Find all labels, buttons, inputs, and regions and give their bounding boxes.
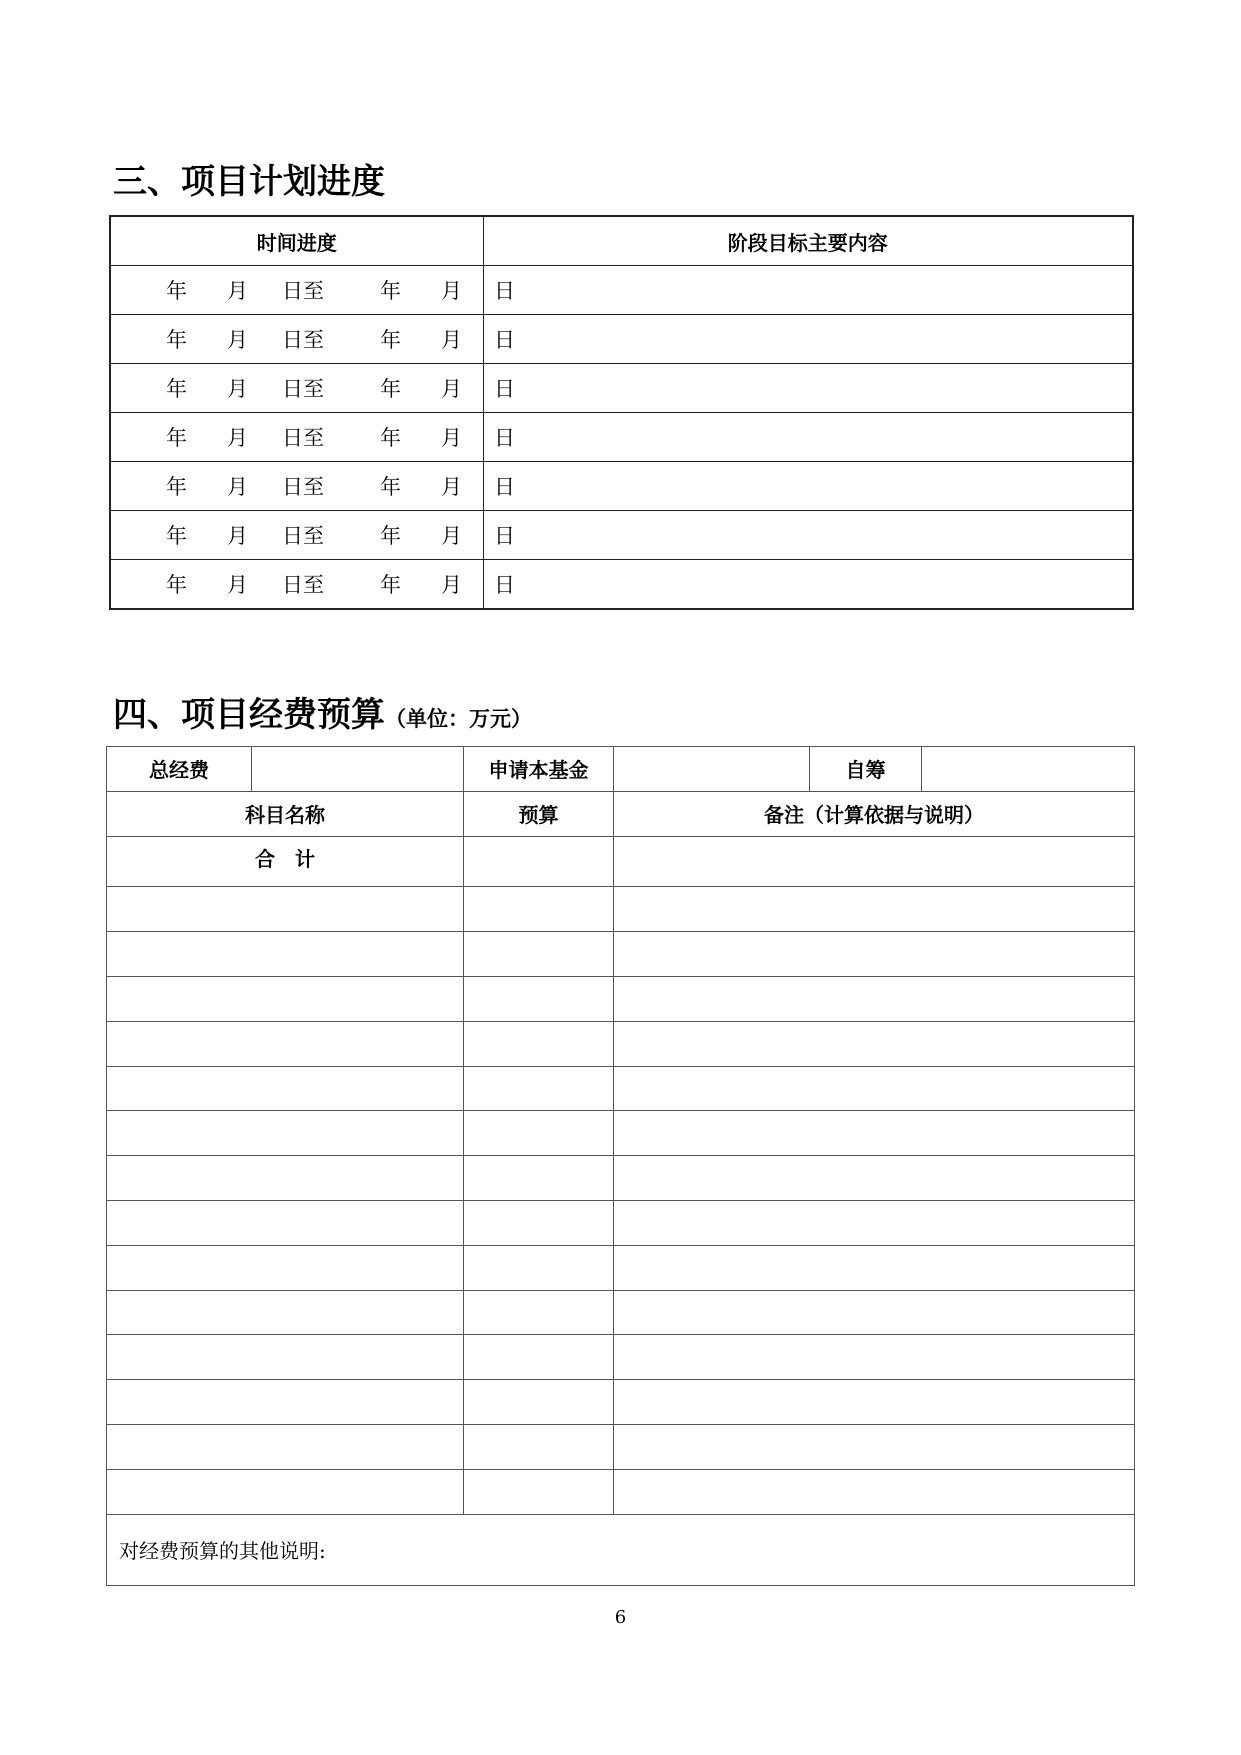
item-name-cell[interactable] [107,1245,464,1290]
item-note-cell[interactable] [614,932,1135,977]
date-token: 年 [380,279,401,303]
budget-item-row [107,976,1135,1021]
sum-label: 合 计 [107,836,464,887]
stage-content-cell[interactable] [483,560,1133,610]
other-note-label: 对经费预算的其他说明: [119,1539,326,1564]
total-funding-value[interactable] [252,747,464,792]
date-token: 月 [441,328,462,352]
section3-title-text: 三、项目计划进度 [113,162,385,202]
date-token: 年 [380,426,401,450]
schedule-row [110,413,1133,462]
budget-table [106,746,1135,1586]
date-token: 日至 [282,524,324,548]
self-raised-label: 自筹 [810,747,922,792]
item-note-cell[interactable] [614,1245,1135,1290]
date-token: 年 [166,279,187,303]
schedule-table [109,215,1134,610]
date-token: 年 [380,524,401,548]
item-budget-cell[interactable] [464,1156,614,1201]
item-name-cell[interactable] [107,1200,464,1245]
item-note-cell[interactable] [614,1335,1135,1380]
section3-title [113,162,385,202]
date-token: 年 [380,475,401,499]
schedule-row [110,560,1133,610]
item-name-cell[interactable] [107,1424,464,1469]
budget-header: 预算 [464,791,614,836]
date-token: 年 [166,377,187,401]
schedule-row [110,266,1133,315]
item-note-cell[interactable] [614,887,1135,932]
item-note-cell[interactable] [614,1066,1135,1111]
self-raised-value[interactable] [922,747,1135,792]
date-token: 月 [227,524,248,548]
date-token: 月 [441,426,462,450]
item-budget-cell[interactable] [464,1380,614,1425]
date-token: 年 [380,573,401,597]
sum-budget-cell[interactable] [464,836,614,887]
budget-item-row [107,1424,1135,1469]
item-note-cell[interactable] [614,1021,1135,1066]
date-token: 年 [166,573,187,597]
budget-item-row [107,1066,1135,1111]
item-note-cell[interactable] [614,1200,1135,1245]
date-token: 月 [227,279,248,303]
date-token: 日至 [282,426,324,450]
other-note-cell[interactable] [107,1514,1135,1585]
apply-fund-label: 申请本基金 [464,747,614,792]
date-token: 年 [166,524,187,548]
item-budget-cell[interactable] [464,1111,614,1156]
date-token: 月 [227,328,248,352]
item-budget-cell[interactable] [464,1066,614,1111]
item-name-cell[interactable] [107,1290,464,1335]
other-note-row [107,1514,1135,1585]
item-name-cell[interactable] [107,1021,464,1066]
section4-title-text: 四、项目经费预算 [113,695,385,735]
stage-content-cell[interactable] [483,364,1133,413]
date-token: 月 [441,475,462,499]
budget-item-row [107,1111,1135,1156]
budget-header-row [107,791,1135,836]
date-token: 日 [494,279,515,303]
date-token: 年 [166,426,187,450]
item-note-cell[interactable] [614,1469,1135,1514]
date-range-cell[interactable] [110,462,515,511]
date-token: 日 [494,328,515,352]
date-token: 月 [227,475,248,499]
date-token: 月 [441,524,462,548]
date-token: 月 [227,377,248,401]
item-budget-cell[interactable] [464,1469,614,1514]
budget-item-row [107,1156,1135,1201]
date-token: 年 [380,377,401,401]
item-note-cell[interactable] [614,976,1135,1021]
item-name-cell[interactable] [107,1335,464,1380]
date-range-cell[interactable] [110,364,515,413]
budget-total-row [107,836,1135,887]
item-name-cell[interactable] [107,976,464,1021]
date-token: 月 [441,377,462,401]
date-range-cell[interactable] [110,511,515,560]
budget-item-row [107,932,1135,977]
budget-item-rows [107,887,1135,1514]
item-name-cell[interactable] [107,932,464,977]
date-token: 月 [441,573,462,597]
sum-note-cell[interactable] [614,836,1135,887]
stage-content-cell[interactable] [483,413,1133,462]
note-header: 备注（计算依据与说明） [614,791,1135,836]
stage-content-cell[interactable] [483,266,1133,315]
budget-item-row [107,1380,1135,1425]
item-note-cell[interactable] [614,1424,1135,1469]
item-name-header: 科目名称 [107,791,464,836]
item-name-cell[interactable] [107,1111,464,1156]
section4-title [113,695,532,739]
item-budget-cell[interactable] [464,1200,614,1245]
stage-content-cell[interactable] [483,462,1133,511]
unit-label: （单位：万元） [385,707,532,731]
date-range-cell[interactable] [110,315,515,364]
item-budget-cell[interactable] [464,976,614,1021]
item-budget-cell[interactable] [464,887,614,932]
date-token: 日至 [282,377,324,401]
date-token: 日 [494,377,515,401]
item-budget-cell[interactable] [464,1021,614,1066]
item-budget-cell[interactable] [464,1424,614,1469]
schedule-row [110,511,1133,560]
date-token: 年 [166,328,187,352]
date-token: 月 [227,573,248,597]
page-number: 6 [614,1607,627,1628]
schedule-row [110,364,1133,413]
item-name-cell[interactable] [107,1156,464,1201]
budget-item-row [107,1335,1135,1380]
date-range-cell[interactable] [110,413,515,462]
time-progress-header: 时间进度 [110,216,483,266]
date-token: 日至 [282,328,324,352]
date-token: 日 [494,573,515,597]
date-range-cell[interactable] [110,266,515,315]
item-name-cell[interactable] [107,887,464,932]
budget-item-row [107,1200,1135,1245]
date-token: 日至 [282,279,324,303]
item-name-cell[interactable] [107,1469,464,1514]
budget-item-row [107,1469,1135,1514]
budget-item-row [107,1021,1135,1066]
item-budget-cell[interactable] [464,1290,614,1335]
stage-content-cell[interactable] [483,315,1133,364]
date-token: 月 [227,426,248,450]
date-token: 日至 [282,573,324,597]
item-name-cell[interactable] [107,1380,464,1425]
date-token: 日 [494,475,515,499]
total-funding-label: 总经费 [107,747,252,792]
item-budget-cell[interactable] [464,1335,614,1380]
date-token: 年 [166,475,187,499]
schedule-row [110,315,1133,364]
schedule-row [110,462,1133,511]
budget-item-row [107,887,1135,932]
budget-item-row [107,1290,1135,1335]
item-name-cell[interactable] [107,1066,464,1111]
item-note-cell[interactable] [614,1380,1135,1425]
item-budget-cell[interactable] [464,932,614,977]
item-note-cell[interactable] [614,1290,1135,1335]
apply-fund-value[interactable] [614,747,810,792]
item-note-cell[interactable] [614,1156,1135,1201]
budget-item-row [107,1245,1135,1290]
item-note-cell[interactable] [614,1111,1135,1156]
date-token: 月 [441,279,462,303]
schedule-header-row [110,216,1133,266]
stage-goal-header: 阶段目标主要内容 [483,216,1133,266]
budget-summary-row [107,747,1135,792]
date-token: 日 [494,426,515,450]
item-budget-cell[interactable] [464,1245,614,1290]
date-range-cell[interactable] [110,560,515,610]
date-token: 年 [380,328,401,352]
date-token: 日 [494,524,515,548]
date-token: 日至 [282,475,324,499]
stage-content-cell[interactable] [483,511,1133,560]
